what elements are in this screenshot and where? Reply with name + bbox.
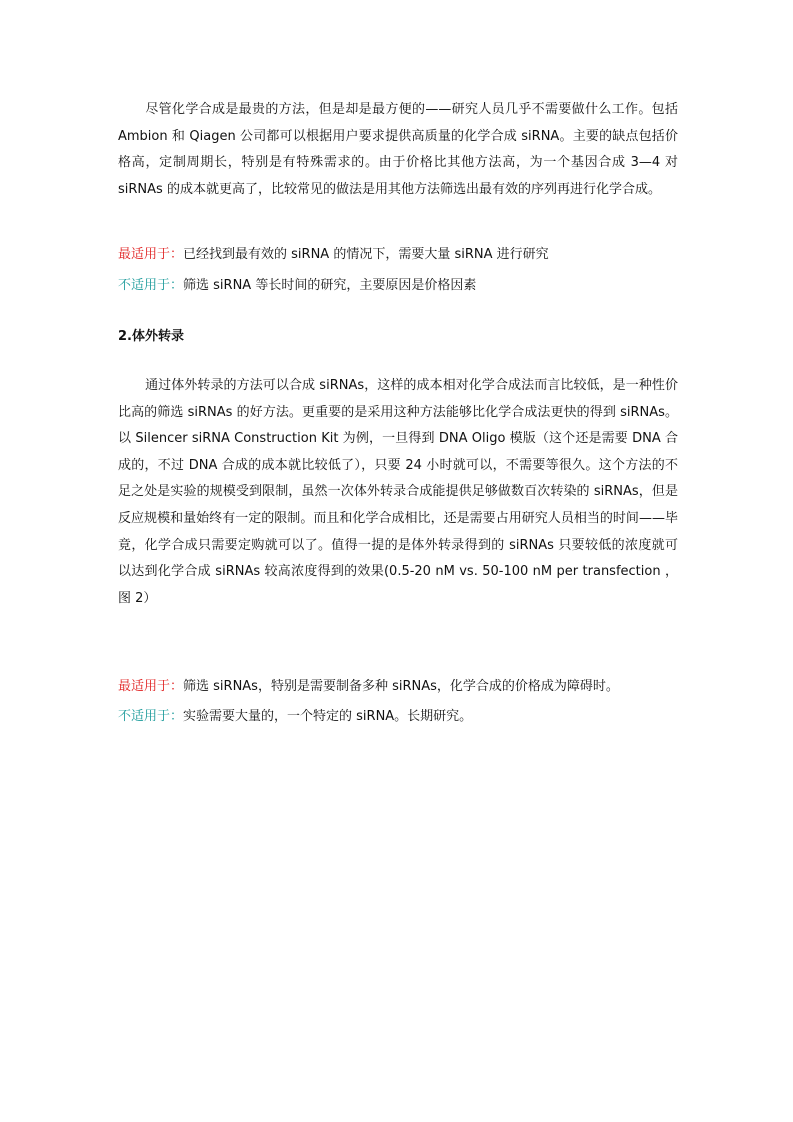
not-for-text: 实验需要大量的，一个特定的 siRNA。长期研究。 xyxy=(183,709,473,724)
section1-paragraph: 尽管化学合成是最贵的方法，但是却是最方便的——研究人员几乎不需要做什么工作。包括 Ambion 和 Qiagen 公司都可以根据用户要求提供高质量的化学合成 siRNA。主要的缺点包括价格高，定制周期长，特别是有特殊需求的。由于价格比其他方法高，为一个基因合成 3—4 对 siRNAs 的成本就更高了，比较常见的做法是用其他方法筛选出最有效的序列再进行化学合成。 xyxy=(118,102,678,197)
best-for-label: 最适用于： xyxy=(118,247,184,262)
section2-best-for xyxy=(118,678,619,696)
section1-best-for xyxy=(118,246,549,264)
not-for-label: 不适用于： xyxy=(118,278,184,293)
not-for-text: 筛选 siRNA 等长时间的研究，主要原因是价格因素 xyxy=(183,278,477,293)
best-for-text: 已经找到最有效的 siRNA 的情况下，需要大量 siRNA 进行研究 xyxy=(183,247,549,262)
section2-paragraph: 通过体外转录的方法可以合成 siRNAs，这样的成本相对化学合成法而言比较低，是一种性价比高的筛选 siRNAs 的好方法。更重要的是采用这种方法能够比化学合成法更快的得到 siRNAs。以 Silencer siRNA Construction Kit 为例，一旦得到 DNA Oligo 模版（这个还是需要 DNA 合成的，不过 DNA 合成的成本就比较低了），只要 24 小时就可以，不需要等很久。这个方法的不足之处是实验的规模受到限制，虽然一次体外转录合成能提供足够做数百次转染的 siRNAs，但是反应规模和量始终有一定的限制。而且和化学合成相比，还是需要占用研究人员相当的时间——毕竟，化学合成只需要定购就可以了。值得一提的是体外转录得到的 siRNAs 只要较低的浓度就可以达到化学合成 siRNAs 较高浓度得到的效果(0.5-20 nM vs. 50-100 nM per transfection ，图 2） xyxy=(118,378,678,606)
not-for-label: 不适用于： xyxy=(118,709,184,724)
section2-heading: 2.体外转录 xyxy=(118,329,184,344)
section1-not-for xyxy=(118,277,476,295)
best-for-label: 最适用于： xyxy=(118,679,184,694)
best-for-text: 筛选 siRNAs，特别是需要制备多种 siRNAs，化学合成的价格成为障碍时。 xyxy=(183,679,619,694)
section2-not-for xyxy=(118,708,472,726)
